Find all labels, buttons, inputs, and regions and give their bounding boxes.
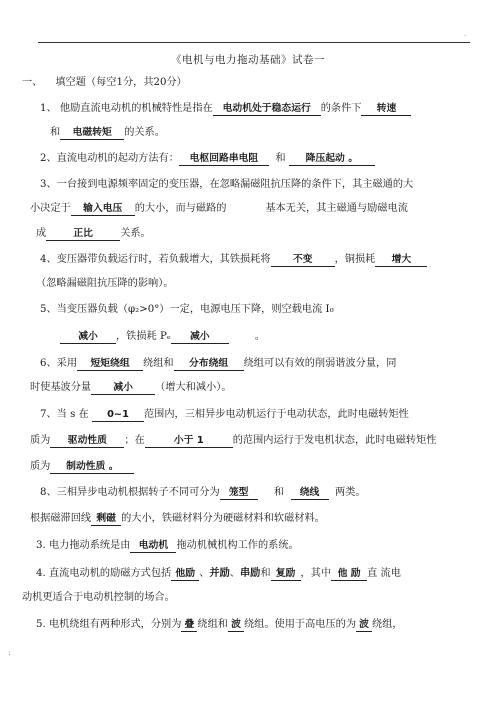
question-7-line-1: 7、当 s 在 0~1 范围内，三相异步电动机运行于电动状态，此时电磁转矩性 bbox=[40, 409, 409, 420]
answer-blank: 输入电压 bbox=[71, 202, 135, 216]
header-rule bbox=[38, 42, 470, 43]
question-10: 3. 电力拖动系统是由 电动机 拖动机械机构工作的系统。 bbox=[36, 540, 299, 551]
question-11-line-1: 4. 直流电动机的励磁方式包括 他励 、并励、串励和 复励 ，其中 他 励 直 流电 bbox=[36, 567, 401, 579]
answer-blank: 电枢回路串电阻 bbox=[179, 152, 269, 166]
question-8: 8、三相异步电动机根据转子不同可分为 笼型 和 绕线 两类。 bbox=[40, 487, 366, 498]
question-1-line-1: 1、 他励直流电动机的机械特性是指在 电动机处于稳态运行 的条件下 转速 bbox=[40, 102, 411, 116]
question-6-line-1: 6、采用 短矩绕组 绕组和 分布绕组 绕组可以有效的削弱谐波分量，同 bbox=[40, 358, 397, 369]
question-4-line-1: 4、变压器带负载运行时，若负载增大，其铁损耗将 不变 ，铜损耗 增大 bbox=[40, 253, 427, 267]
answer-word: 串励 bbox=[239, 567, 261, 579]
answer-blank: 增大 bbox=[375, 253, 427, 267]
section-text: 填空题（每空1分，共20分） bbox=[55, 77, 187, 88]
answer-blank: 不变 bbox=[271, 253, 335, 267]
question-12: 5. 电机绕组有两种形式，分别为 叠 绕组和 波 绕组。使用于高电压的为 波 绕组， bbox=[36, 619, 403, 630]
answer-blank: 复励 bbox=[271, 567, 301, 581]
answer-blank: 0~1 bbox=[92, 408, 144, 422]
answer-blank: 降压起动 。 bbox=[289, 152, 375, 166]
answer-blank: 电动机 bbox=[130, 539, 176, 553]
question-4-line-2: （忽略漏磁阻抗压降的影响）。 bbox=[36, 278, 174, 289]
question-5-line-1: 5、当变压器负载（φ₂>0°）一定，电源电压下降，则空载电流 I₀ bbox=[40, 304, 334, 315]
answer-blank: 剩磁 bbox=[91, 512, 121, 526]
section-heading bbox=[22, 76, 187, 90]
question-3-line-3: 成 正比 关系。 bbox=[36, 228, 151, 239]
answer-blank: 笼型 bbox=[220, 486, 258, 500]
answer-blank: 电动机处于稳态运行 bbox=[213, 102, 321, 116]
question-3-line-1: 3、一台接到电源频率固定的变压器，在忽略漏磁阻抗压降的条件下，其主磁通的大 bbox=[40, 179, 414, 190]
answer-blank: 短矩绕组 bbox=[77, 357, 143, 371]
answer-blank: 减小 bbox=[60, 330, 116, 344]
answer-blank: 小于 1 bbox=[145, 434, 233, 448]
answer-blank: 波 bbox=[356, 618, 372, 632]
answer-blank: 减小 bbox=[171, 330, 229, 344]
question-5-line-2: 减小 ，铁损耗 Pₑ 减小 。 bbox=[60, 330, 265, 344]
answer-blank: 绕线 bbox=[291, 486, 329, 500]
answer-blank: 他 励 bbox=[331, 567, 367, 581]
answer-blank: 转速 bbox=[361, 102, 411, 116]
question-7-line-3: 质为 制动性质 。 bbox=[30, 460, 134, 474]
answer-blank: 驱动性质 bbox=[50, 434, 124, 448]
answer-blank: 电磁转矩 bbox=[60, 126, 124, 140]
answer-blank: 他励 bbox=[171, 567, 199, 581]
answer-blank: 减小 bbox=[91, 381, 155, 395]
question-11-line-2: 动机更适合于电动机控制的场合。 bbox=[22, 592, 175, 603]
question-9: 根据磁滞回线 剩磁 的大小，铁磁材料分为硬磁材料和软磁材料。 bbox=[30, 513, 325, 524]
answer-blank: 波 bbox=[228, 618, 244, 632]
answer-word: 并励 bbox=[209, 567, 230, 579]
answer-blank: 叠 bbox=[181, 618, 197, 632]
question-2: 2、直流电动机的起动方法有： 电枢回路串电阻 和 降压起动 。 bbox=[40, 152, 375, 166]
answer-blank: 分布绕组 bbox=[174, 357, 244, 371]
answer-blank: 正比 bbox=[46, 227, 120, 241]
corner-mark: . bbox=[464, 30, 467, 38]
exam-title: 《电机与电力拖动基础》试卷一 bbox=[171, 54, 325, 66]
question-3-line-2: 小决定于 输入电压 的大小，而与磁路的 基本无关，其主磁通与励磁电流 bbox=[30, 203, 408, 214]
question-6-line-2: 时使基波分量 减小 （增大和减小）。 bbox=[30, 382, 232, 393]
question-1-line-2: 和 电磁转矩 的关系。 bbox=[50, 127, 165, 138]
footer-mark: : bbox=[8, 648, 11, 657]
question-7-line-2: 质为 驱动性质 ；在 小于 1 的范围内运行于发电机状态，此时电磁转矩性 bbox=[30, 435, 437, 446]
section-number: 一、 bbox=[22, 77, 43, 88]
answer-blank: 制动性质 。 bbox=[50, 460, 134, 474]
